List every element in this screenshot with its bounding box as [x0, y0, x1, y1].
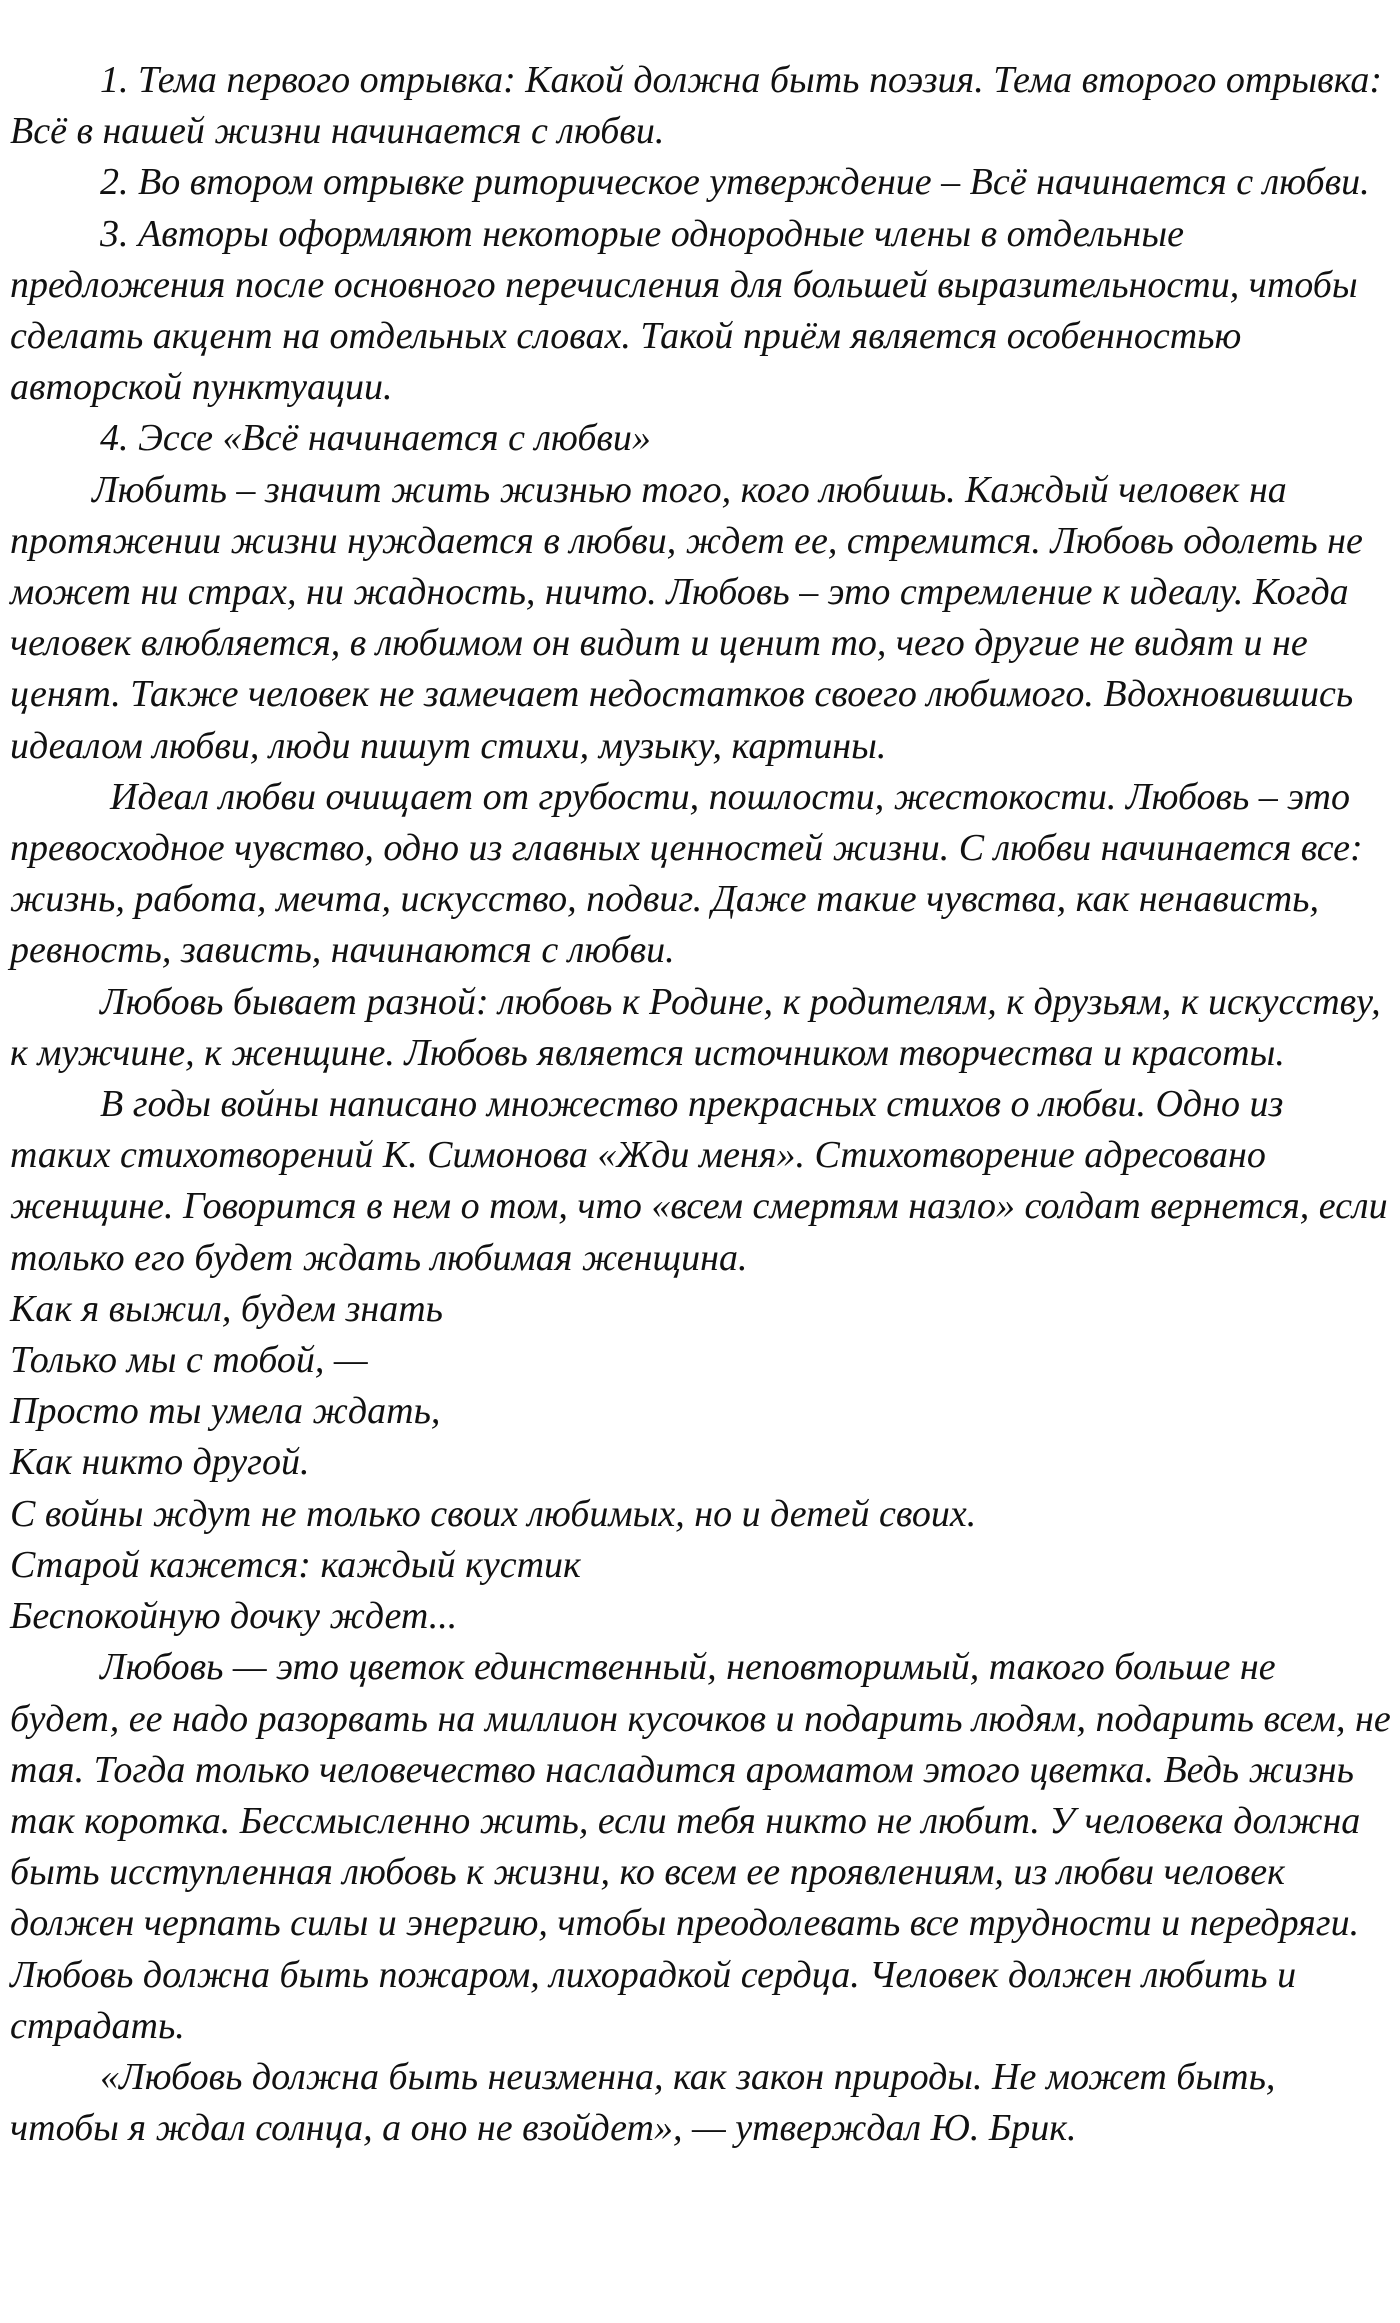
- answer-1-paragraph: 1. Тема первого отрывка: Какой должна быть поэзия. Тема второго отрывка: Всё в нашей жизни начинается с любви.: [10, 59, 1383, 153]
- verse-line: Только мы с тобой, —: [10, 1339, 368, 1382]
- essay-paragraph: Любить – значит жить жизнью того, кого любишь. Каждый человек на протяжении жизни нуждается в любви, ждет ее, стремится. Любовь одолеть не может ни страх, ни жадность, ничто. Любовь – это стремление к идеалу. Когда человек влюбляется, в любимом он видит и ценит то, чего другие не видят и не ценят. Также человек не замечает недостатков своего любимого. Вдохновившись идеалом любви, люди пишут стихи, музыку, картины.: [10, 468, 1363, 767]
- verse-line: Старой кажется: каждый кустик: [10, 1543, 581, 1586]
- verse-line: Беспокойную дочку ждет...: [10, 1595, 458, 1638]
- verse-line: Как никто другой.: [10, 1441, 310, 1484]
- essay-paragraph: Идеал любви очищает от грубости, пошлости, жестокости. Любовь – это превосходное чувство, одно из главных ценностей жизни. С любви начинается все: жизнь, работа, мечта, искусство, подвиг. Даже такие чувства, как ненависть, ревность, зависть, начинаются с любви.: [10, 775, 1363, 972]
- verse-line: Просто ты умела ждать,: [10, 1390, 441, 1433]
- essay-heading: 4. Эссе «Всё начинается с любви»: [100, 417, 651, 460]
- essay-paragraph: Любовь бывает разной: любовь к Родине, к родителям, к друзьям, к искусству, к мужчине, к женщине. Любовь является источником творчества и красоты.: [10, 980, 1381, 1074]
- answer-3-paragraph: 3. Авторы оформляют некоторые однородные члены в отдельные предложения после основного перечисления для большей выразительности, чтобы сделать акцент на отдельных словах. Такой приём является особенностью авторской пунктуации.: [10, 212, 1358, 409]
- answer-2-paragraph: 2. Во втором отрывке риторическое утверждение – Всё начинается с любви.: [100, 161, 1370, 204]
- verse-line: С войны ждут не только своих любимых, но и детей своих.: [10, 1492, 977, 1535]
- closing-quote-paragraph: «Любовь должна быть неизменна, как закон природы. Не может быть, чтобы я ждал солнца, а оно не взойдет», — утверждал Ю. Брик.: [10, 2055, 1276, 2150]
- essay-paragraph: Любовь — это цветок единственный, неповторимый, такого больше не будет, ее надо разорвать на миллион кусочков и подарить людям, подарить всем, не тая. Тогда только человечество насладится ароматом этого цветка. Ведь жизнь так коротка. Бессмысленно жить, если тебя никто не любит. У человека должна быть исступленная любовь к жизни, ко всем ее проявлениям, из любви человек должен черпать силы и энергию, чтобы преодолевать все трудности и передряги. Любовь должна быть пожаром, лихорадкой сердца. Человек должен любить и страдать.: [10, 1646, 1391, 2047]
- verse-line: Как я выжил, будем знать: [10, 1287, 443, 1330]
- essay-paragraph: В годы войны написано множество прекрасных стихов о любви. Одно из таких стихотворений К. Симонова «Жди меня». Стихотворение адресовано женщине. Говорится в нем о том, что «всем смертям назло» солдат вернется, если только его будет ждать любимая женщина.: [10, 1083, 1388, 1279]
